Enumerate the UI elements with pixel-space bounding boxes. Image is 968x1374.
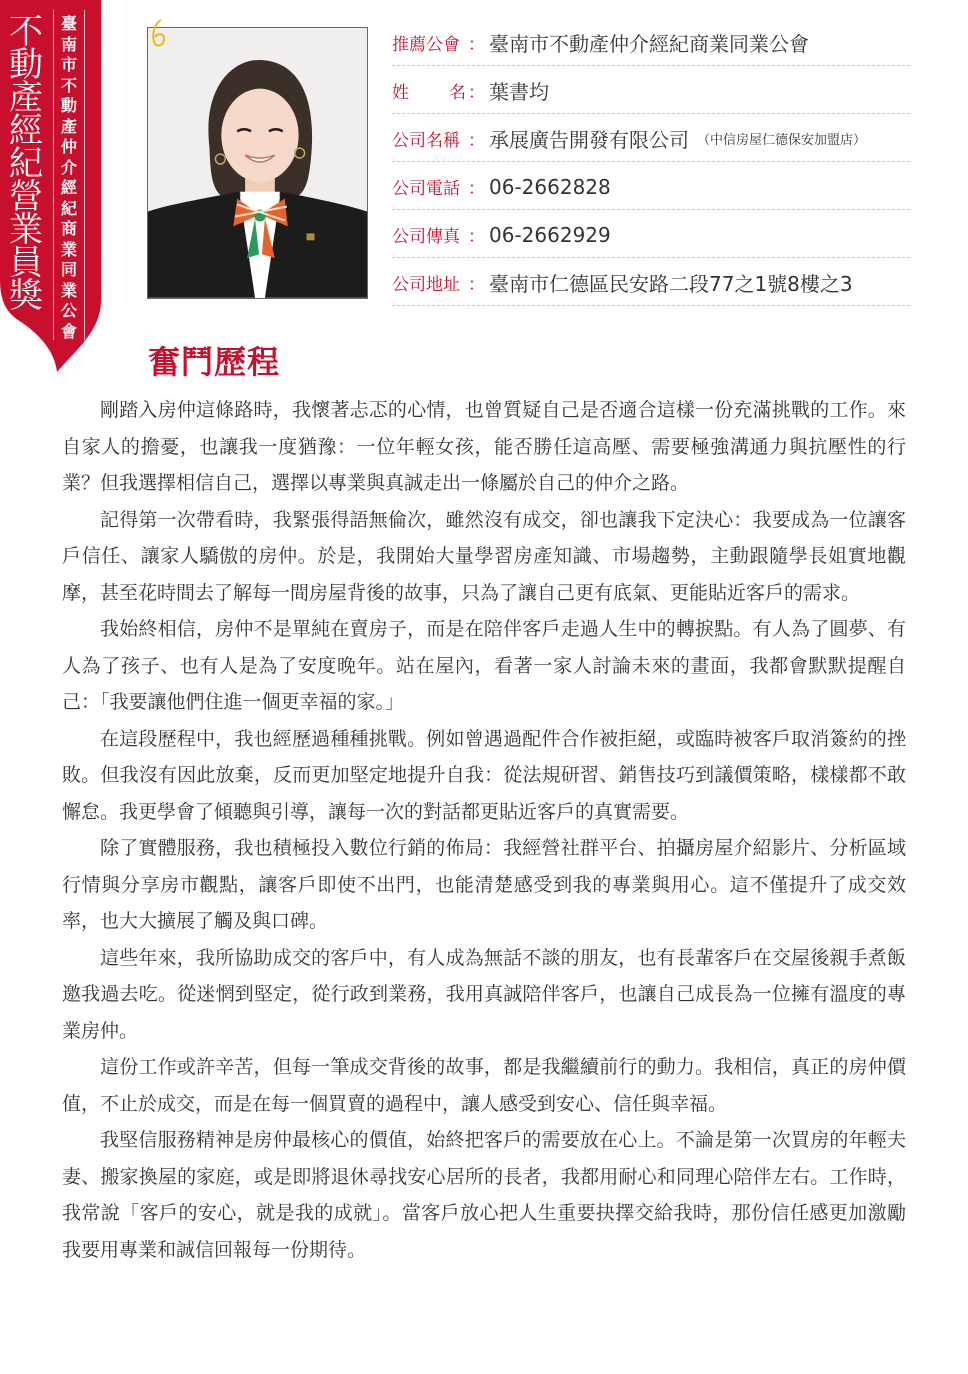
info-colon: ：: [468, 275, 485, 295]
ribbon-subtitle-char: 動: [60, 96, 77, 115]
ribbon-subtitle-char: 業: [60, 239, 77, 259]
ribbon-subtitle-char: 商: [60, 219, 77, 238]
info-colon: ：: [468, 179, 485, 199]
ribbon-title-char: 經: [9, 111, 43, 151]
ribbon-subtitle-char: 會: [60, 321, 77, 341]
info-colon: ：: [468, 131, 485, 151]
story-paragraph: 記得第一次帶看時，我緊張得語無倫次，雖然沒有成交，卻也讓我下定決心：我要成為一位讓客戶信任、讓家人驕傲的房仲。於是，我開始大量學習房產知識、市場趨勢，主動跟隨學長姐實地觀摩，甚至花時間去了解每一間房屋背後的故事，只為了讓自己更有底氣、更能貼近客戶的需求。: [62, 508, 906, 604]
info-row-name: [392, 66, 910, 114]
info-label: [392, 78, 466, 103]
ribbon-title-char: 員: [9, 243, 43, 283]
info-colon: ：: [468, 227, 485, 247]
info-label: 推薦公會: [392, 35, 460, 55]
story-paragraph: 我始終相信，房仲不是單純在賣房子，而是在陪伴客戶走過人生中的轉捩點。有人為了圓夢、有人為了孩子、也有人是為了安度晚年。站在屋內，看著一家人討論未來的畫面，我都會默默提醒自己：「我要讓他們住進一個更幸福的家。」: [62, 618, 906, 713]
info-colon: ：: [468, 83, 485, 103]
story-paragraph: 剛踏入房仲這條路時，我懷著忐忑的心情，也曾質疑自己是否適合這樣一份充滿挑戰的工作。來自家人的擔憂，也讓我一度猶豫：一位年輕女孩，能否勝任這高壓、需要極強溝通力與抗壓性的行業？但我選擇相信自己，選擇以專業與真誠走出一條屬於自己的仲介之路。: [62, 399, 906, 494]
ribbon-title-char: 不: [9, 12, 43, 52]
info-value-company: 承展廣告開發有限公司: [489, 128, 689, 152]
story-paragraph: 我堅信服務精神是房仲最核心的價值，始終把客戶的需要放在心上。不論是第一次買房的年輕夫妻、搬家換屋的家庭，或是即將退休尋找安心居所的長者，我都用耐心和同理心陪伴左右。工作時，我常說「客戶的安心，就是我的成就」。當客戶放心把人生重要抉擇交給我時，那份信任感更加激勵我要用專業和誠信回報每一份期待。: [62, 1129, 906, 1261]
info-label: 公司傳真: [392, 227, 460, 247]
ribbon-subtitle: [56, 14, 82, 342]
info-label: 公司電話: [392, 179, 460, 199]
ribbon-subtitle-char: 紀: [60, 198, 77, 218]
info-note-franchise: （中信房屋仁德保安加盟店）: [697, 133, 867, 148]
ribbon-subtitle-char: 不: [60, 75, 77, 95]
info-row-fax: [392, 210, 910, 258]
info-value-association: 臺南市不動產仲介經紀商業同業公會: [489, 32, 809, 56]
ribbon-subtitle-char: 同: [60, 260, 77, 279]
info-label-part: 名: [449, 83, 466, 103]
ribbon-title-char: 獎: [9, 276, 43, 316]
info-value-name: 葉書均: [489, 80, 549, 104]
ribbon-subtitle-char: 仲: [60, 137, 77, 156]
story-paragraph: 除了實體服務，我也積極投入數位行銷的佈局：我經營社群平台、拍攝房屋介紹影片、分析區域行情與分享房市觀點，讓客戶即使不出門，也能清楚感受到我的專業與用心。這不僅提升了成交效率，也大大擴展了觸及與口碑。: [62, 837, 906, 932]
ribbon-title-char: 紀: [9, 144, 43, 184]
story-paragraph: 這份工作或許辛苦，但每一筆成交背後的故事，都是我繼續前行的動力。我相信，真正的房仲價值，不止於成交，而是在每一個買賣的過程中，讓人感受到安心、信任與幸福。: [62, 1056, 906, 1115]
ribbon-subtitle-char: 南: [60, 34, 77, 54]
ribbon-subtitle-char: 業: [60, 280, 77, 300]
ribbon-subtitle-char: 公: [60, 301, 77, 320]
ribbon-subtitle-char: 產: [60, 116, 77, 136]
photo-number-mark: [150, 18, 168, 48]
award-ribbon-banner: [0, 0, 101, 375]
info-colon: ：: [468, 35, 485, 55]
info-row-recommending-association: [392, 18, 910, 66]
ribbon-title-char: 業: [9, 210, 43, 250]
portrait-photo: [147, 27, 368, 299]
ribbon-subtitle-char: 市: [60, 55, 77, 74]
ribbon-title-char: 產: [9, 78, 43, 118]
ribbon-subtitle-char: 經: [60, 178, 77, 197]
ribbon-subtitle-char: 介: [60, 157, 77, 177]
info-label: 公司名稱: [392, 131, 460, 151]
story-paragraph: 這些年來，我所協助成交的客戶中，有人成為無話不談的朋友，也有長輩客戶在交屋後親手煮飯邀我過去吃。從迷惘到堅定，從行政到業務，我用真誠陪伴客戶，也讓自己成長為一位擁有溫度的專業房仲。: [62, 946, 906, 1042]
story-body: [62, 392, 906, 1268]
ribbon-subtitle-char: 臺: [60, 14, 77, 33]
section-title-journey: 奮鬥歷程: [148, 343, 281, 381]
info-row-phone: [392, 162, 910, 210]
info-row-company-name: [392, 114, 910, 162]
ribbon-divider-left: [53, 10, 54, 340]
story-paragraph: 在這段歷程中，我也經歷過種種挑戰。例如曾遇過配件合作被拒絕，或臨時被客戶取消簽約的挫敗。但我沒有因此放棄，反而更加堅定地提升自我：從法規研習、銷售技巧到議價策略，樣樣都不敢懈怠。我更學會了傾聽與引導，讓每一次的對話都更貼近客戶的真實需要。: [62, 727, 906, 823]
ribbon-title-char: 營: [9, 177, 43, 217]
portrait-illustration: [148, 28, 367, 298]
profile-info-table: [392, 18, 910, 306]
ribbon-title: [6, 12, 46, 316]
info-label: 公司地址: [392, 275, 460, 295]
info-value-fax: 06-2662929: [489, 222, 611, 247]
info-value-address: 臺南市仁德區民安路二段77之1號8樓之3: [489, 272, 853, 296]
info-label-part: 姓: [392, 83, 409, 103]
ribbon-title-char: 動: [9, 45, 43, 85]
info-value-phone: 06-2662828: [489, 174, 611, 199]
info-row-address: [392, 258, 910, 306]
ribbon-divider-right: [84, 10, 85, 340]
